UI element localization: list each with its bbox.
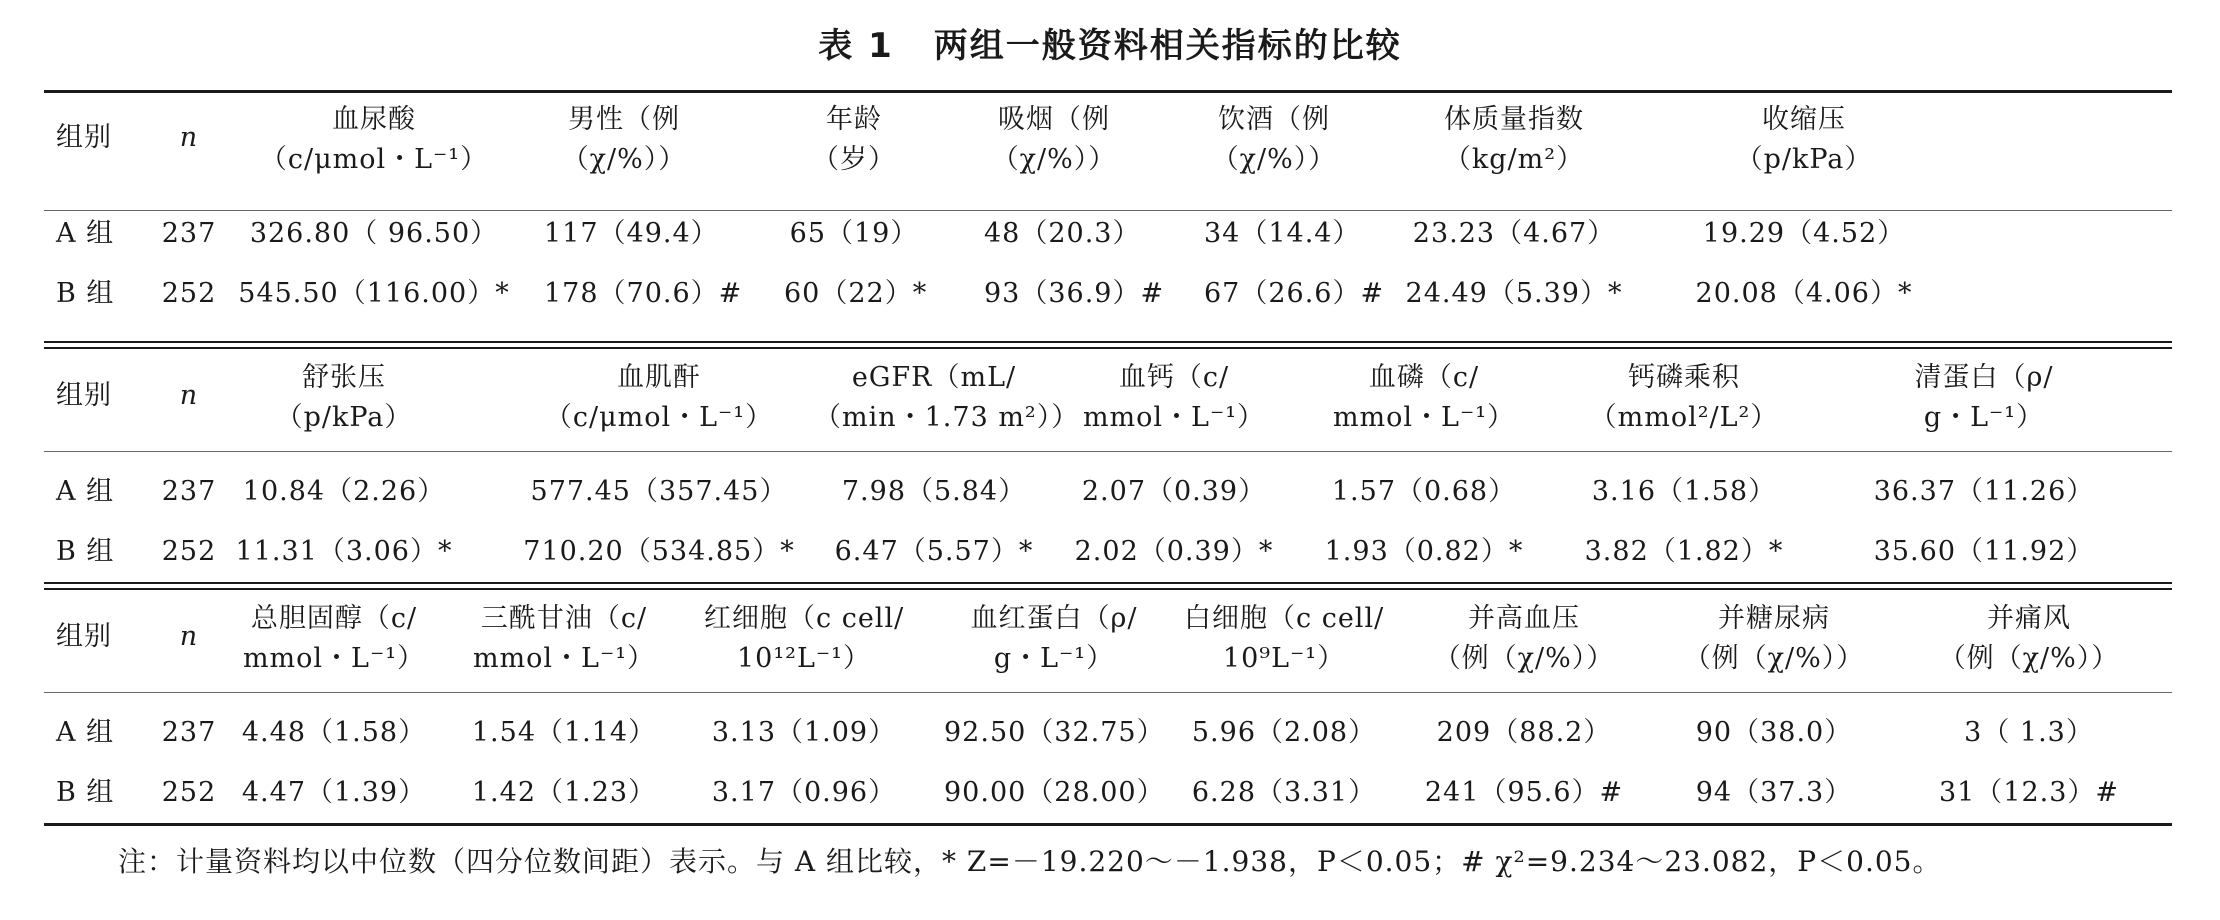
table-cell: 4.47（1.39） bbox=[241, 777, 427, 808]
header-col-line: （kg/m²） bbox=[1443, 144, 1585, 175]
table-cell: 20.08（4.06）* bbox=[1695, 278, 1913, 309]
header-col-line: （min・1.73 m²）） bbox=[814, 402, 1080, 433]
header-col-line: mmol・L⁻¹） bbox=[1332, 402, 1516, 433]
row-n: 252 bbox=[161, 278, 217, 309]
table-row bbox=[44, 473, 2172, 533]
table-cell: 3.16（1.58） bbox=[1591, 476, 1777, 507]
header-col-line: （χ/%）） bbox=[561, 144, 687, 175]
header-col-7 bbox=[1844, 358, 2124, 438]
header-col-1 bbox=[234, 599, 434, 679]
header-col-4 bbox=[1064, 358, 1284, 438]
top-rule bbox=[44, 90, 2172, 93]
header-col-line: 并痛风 bbox=[1987, 603, 2071, 634]
header-col-line: 血尿酸 bbox=[332, 104, 416, 135]
table-cell: 2.07（0.39） bbox=[1081, 476, 1267, 507]
header-col-line: （p/kPa） bbox=[275, 402, 413, 433]
table-row bbox=[44, 714, 2172, 774]
header-col-line: （mmol²/L²） bbox=[1589, 402, 1779, 433]
header-col-6 bbox=[1574, 358, 1794, 438]
header-col-2 bbox=[504, 358, 814, 438]
header-col-line: （p/kPa） bbox=[1735, 144, 1873, 175]
table-title bbox=[0, 18, 2220, 67]
table-cell: 577.45（357.45） bbox=[530, 476, 788, 507]
row-group: B 组 bbox=[56, 777, 115, 808]
header-rule-1 bbox=[44, 210, 2172, 211]
header-n: n bbox=[179, 122, 199, 153]
header-col-line: （例（χ/%）） bbox=[1938, 643, 2120, 674]
table-cell: 19.29（4.52） bbox=[1702, 218, 1906, 249]
table-cell: 7.98（5.84） bbox=[841, 476, 1027, 507]
table-cell: 48（20.3） bbox=[984, 218, 1141, 249]
table-cell: 117（49.4） bbox=[544, 218, 719, 249]
table-cell: 90.00（28.00） bbox=[944, 777, 1165, 808]
row-group: A 组 bbox=[56, 717, 115, 748]
header-col-line: mmol・L⁻¹） bbox=[1082, 402, 1266, 433]
header-col-line: 白细胞（c cell/ bbox=[1184, 603, 1385, 634]
table-cell: 545.50（116.00）* bbox=[238, 278, 510, 309]
header-col-line: 血红蛋白（ρ/ bbox=[970, 603, 1138, 634]
table-cell: 67（26.6）# bbox=[1204, 278, 1385, 309]
table-cell: 90（38.0） bbox=[1695, 717, 1853, 748]
header-col-6 bbox=[1424, 599, 1624, 679]
table-cell: 241（95.6）# bbox=[1424, 777, 1624, 808]
table-cell: 3.17（0.96） bbox=[711, 777, 897, 808]
header-group: 组别 bbox=[56, 380, 112, 411]
table-caption: 两组一般资料相关指标的比较 bbox=[933, 26, 1402, 66]
header-col-line: （c/μmol・L⁻¹） bbox=[544, 402, 774, 433]
header-col-line: 10¹²L⁻¹） bbox=[736, 643, 871, 674]
table-cell: 209（88.2） bbox=[1436, 717, 1612, 748]
table-cell: 3.13（1.09） bbox=[711, 717, 897, 748]
table-cell: 92.50（32.75） bbox=[944, 717, 1165, 748]
header-col-2 bbox=[464, 599, 664, 679]
table-cell: 6.28（3.31） bbox=[1191, 777, 1377, 808]
table-cell: 3（ 1.3） bbox=[1964, 717, 2094, 748]
row-n: 237 bbox=[161, 218, 217, 249]
header-col-line: 总胆固醇（c/ bbox=[250, 603, 418, 634]
table-row bbox=[44, 215, 2172, 275]
table-cell: 3.82（1.82）* bbox=[1584, 536, 1784, 567]
row-n: 237 bbox=[161, 476, 217, 507]
row-n: 252 bbox=[161, 777, 217, 808]
table-cell: 23.23（4.67） bbox=[1412, 218, 1616, 249]
header-col-line: 舒张压 bbox=[302, 362, 386, 393]
header-col-line: 红细胞（c cell/ bbox=[704, 603, 905, 634]
row-n: 252 bbox=[161, 536, 217, 567]
header-col-8 bbox=[1904, 599, 2154, 679]
table-cell: 60（22）* bbox=[784, 278, 928, 309]
table-cell: 178（70.6）# bbox=[544, 278, 743, 309]
header-col-line: 三酰甘油（c/ bbox=[480, 603, 648, 634]
header-col-line: 并糖尿病 bbox=[1718, 603, 1830, 634]
table-cell: 2.02（0.39）* bbox=[1074, 536, 1274, 567]
header-col-line: 体质量指数 bbox=[1444, 104, 1584, 135]
table-cell: 5.96（2.08） bbox=[1191, 717, 1377, 748]
header-col-line: （例（χ/%）） bbox=[1683, 643, 1865, 674]
table-cell: 4.48（1.58） bbox=[241, 717, 427, 748]
header-group: 组别 bbox=[56, 621, 112, 652]
header-col-line: eGFR（mL/ bbox=[851, 362, 1017, 393]
table-cell: 6.47（5.57）* bbox=[834, 536, 1034, 567]
table-cell: 1.54（1.14） bbox=[471, 717, 657, 748]
header-col-3 bbox=[784, 100, 924, 180]
header-col-line: 血磷（c/ bbox=[1368, 362, 1480, 393]
header-col-line: 男性（例 bbox=[568, 104, 680, 135]
header-col-7 bbox=[1664, 100, 1944, 180]
header-col-5 bbox=[1314, 358, 1534, 438]
header-n: n bbox=[179, 380, 199, 411]
table-row bbox=[44, 275, 2172, 335]
row-n: 237 bbox=[161, 717, 217, 748]
header-col-line: （例（χ/%）） bbox=[1433, 643, 1615, 674]
section-divider-1b bbox=[44, 347, 2172, 349]
table-footnote: 注：计量资料均以中位数（四分位数间距）表示。与 A 组比较，* Z=－19.220～－1.938，P＜0.05；# χ²=9.234～23.082，P＜0.05。 bbox=[118, 845, 1942, 878]
header-col-6 bbox=[1394, 100, 1634, 180]
table-label: 表 1 bbox=[818, 26, 894, 66]
header-col-line: 清蛋白（ρ/ bbox=[1914, 362, 2054, 393]
table-cell: 11.31（3.06）* bbox=[235, 536, 453, 567]
table-cell: 93（36.9）# bbox=[984, 278, 1165, 309]
header-col-7 bbox=[1664, 599, 1884, 679]
row-group: A 组 bbox=[56, 476, 115, 507]
table-cell: 31（12.3）# bbox=[1938, 777, 2120, 808]
table-cell: 710.20（534.85）* bbox=[523, 536, 795, 567]
table-cell: 24.49（5.39）* bbox=[1405, 278, 1623, 309]
header-col-5 bbox=[1204, 100, 1344, 180]
header-col-line: 钙磷乘积 bbox=[1628, 362, 1740, 393]
header-col-line: 收缩压 bbox=[1762, 104, 1846, 135]
header-col-3 bbox=[814, 358, 1080, 438]
header-col-line: 并高血压 bbox=[1468, 603, 1580, 634]
header-col-line: （χ/%）） bbox=[1211, 144, 1337, 175]
header-group: 组别 bbox=[56, 122, 112, 153]
header-col-4 bbox=[944, 599, 1164, 679]
table-cell: 65（19） bbox=[789, 218, 919, 249]
header-col-line: 饮酒（例 bbox=[1218, 104, 1330, 135]
header-n: n bbox=[179, 621, 199, 652]
header-col-line: mmol・L⁻¹） bbox=[242, 643, 426, 674]
header-col-line: mmol・L⁻¹） bbox=[472, 643, 656, 674]
row-group: B 组 bbox=[56, 536, 115, 567]
header-col-line: 血钙（c/ bbox=[1118, 362, 1230, 393]
section-divider-1a bbox=[44, 341, 2172, 343]
header-col-3 bbox=[704, 599, 904, 679]
header-row bbox=[44, 94, 2172, 194]
header-col-line: （χ/%）） bbox=[991, 144, 1117, 175]
row-group: B 组 bbox=[56, 278, 115, 309]
header-col-line: 10⁹L⁻¹） bbox=[1222, 643, 1346, 674]
header-col-1 bbox=[224, 100, 524, 180]
header-col-line: （c/μmol・L⁻¹） bbox=[259, 144, 489, 175]
table-cell: 326.80（ 96.50） bbox=[249, 218, 499, 249]
table-cell: 35.60（11.92） bbox=[1873, 536, 2095, 567]
header-col-line: （岁） bbox=[812, 144, 896, 175]
table-cell: 1.93（0.82）* bbox=[1324, 536, 1524, 567]
header-col-5 bbox=[1184, 599, 1384, 679]
table-cell: 1.42（1.23） bbox=[471, 777, 657, 808]
table-cell: 1.57（0.68） bbox=[1331, 476, 1517, 507]
header-row bbox=[44, 352, 2172, 452]
header-col-1 bbox=[224, 358, 464, 438]
header-col-line: 吸烟（例 bbox=[998, 104, 1110, 135]
header-col-2 bbox=[544, 100, 704, 180]
header-col-4 bbox=[984, 100, 1124, 180]
header-col-line: 年龄 bbox=[826, 104, 882, 135]
table-cell: 34（14.4） bbox=[1204, 218, 1361, 249]
table-row bbox=[44, 533, 2172, 593]
header-row bbox=[44, 593, 2172, 693]
table-cell: 36.37（11.26） bbox=[1873, 476, 2095, 507]
table-cell: 10.84（2.26） bbox=[242, 476, 446, 507]
header-col-line: g・L⁻¹） bbox=[1923, 402, 2045, 433]
header-col-line: 血肌酐 bbox=[617, 362, 701, 393]
row-group: A 组 bbox=[56, 218, 115, 249]
table-row bbox=[44, 774, 2172, 834]
header-col-line: g・L⁻¹） bbox=[993, 643, 1115, 674]
table-cell: 94（37.3） bbox=[1695, 777, 1853, 808]
